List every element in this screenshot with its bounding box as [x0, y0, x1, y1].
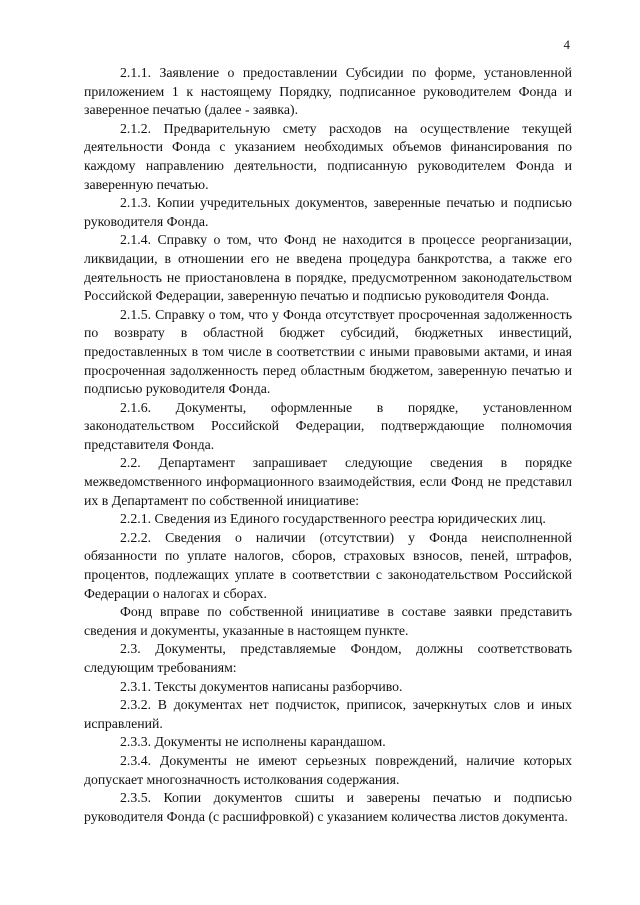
- paragraph-2-1-2: 2.1.2. Предварительную смету расходов на осуществление текущей деятельности Фонда с указанием необходимых объемов финансирования по каждому направлению деятельности, подписанную руководителем Фонда и заверенную печатью.: [84, 120, 572, 192]
- paragraph-2-1-4: 2.1.4. Справку о том, что Фонд не находится в процессе реорганизации, ликвидации, в отношении его не введена процедура банкротства, а также его деятельность не приостановлена в порядке, предусмотренном законодательством Российской Федерации, заверенную печатью и подписью руководителя Фонда.: [84, 232, 572, 304]
- paragraph-2-3-2: 2.3.2. В документах нет подчисток, приписок, зачеркнутых слов и иных исправлений.: [84, 697, 572, 731]
- paragraph-2-2-1: 2.2.1. Сведения из Единого государственного реестра юридических лиц.: [120, 511, 546, 527]
- paragraph-2-3: 2.3. Документы, представляемые Фондом, должны соответствовать следующим требованиям:: [84, 641, 572, 675]
- paragraph-2-1-6: 2.1.6. Документы, оформленные в порядке, установленном законодательством Российской Федерации, подтверждающие полномочия представителя Фонда.: [84, 399, 572, 452]
- paragraph-2-3-4: 2.3.4. Документы не имеют серьезных повреждений, наличие которых допускает многозначность истолкования содержания.: [84, 752, 572, 787]
- paragraph-2-3-3: 2.3.3. Документы не исполнены карандашом.: [120, 734, 386, 750]
- paragraph-2-2-2: 2.2.2. Сведения о наличии (отсутствии) у Фонда неисполненной обязанности по уплате налогов, сборов, страховых взносов, пеней, штрафов, процентов, подлежащих уплате в соответствии с законодательством Российской Федерации о налогах и сборах.: [84, 529, 572, 601]
- page-number: 4: [563, 37, 570, 52]
- paragraph-2-2: 2.2. Департамент запрашивает следующие сведения в порядке межведомственного информационного взаимодействия, если Фонд не представил их в Департамент по собственной инициативе:: [84, 455, 572, 508]
- paragraph-2-1-1: 2.1.1. Заявление о предоставлении Субсидии по форме, установленной приложением 1 к настоящему Порядку, подписанное руководителем Фонда и заверенное печатью (далее - заявка).: [84, 65, 572, 118]
- paragraph-2-1-5: 2.1.5. Справку о том, что у Фонда отсутствует просроченная задолженность по возврату в областной бюджет субсидий, бюджетных инвестиций, предоставленных в том числе в соответствии с иными правовыми актами, и иная просроченная задолженность перед областным бюджетом, заверенную печатью и подписью руководителя Фонда.: [84, 306, 572, 397]
- paragraph-fund-right: Фонд вправе по собственной инициативе в составе заявки представить сведения и документы, указанные в настоящем пункте.: [84, 604, 572, 638]
- paragraph-2-3-5: 2.3.5. Копии документов сшиты и заверены печатью и подписью руководителя Фонда (с расшифровкой) с указанием количества листов документа.: [84, 790, 572, 824]
- paragraph-2-1-3: 2.1.3. Копии учредительных документов, заверенные печатью и подписью руководителя Фонда.: [84, 195, 572, 229]
- document-body: [84, 64, 572, 826]
- paragraph-2-3-1: 2.3.1. Тексты документов написаны разборчиво.: [120, 678, 403, 694]
